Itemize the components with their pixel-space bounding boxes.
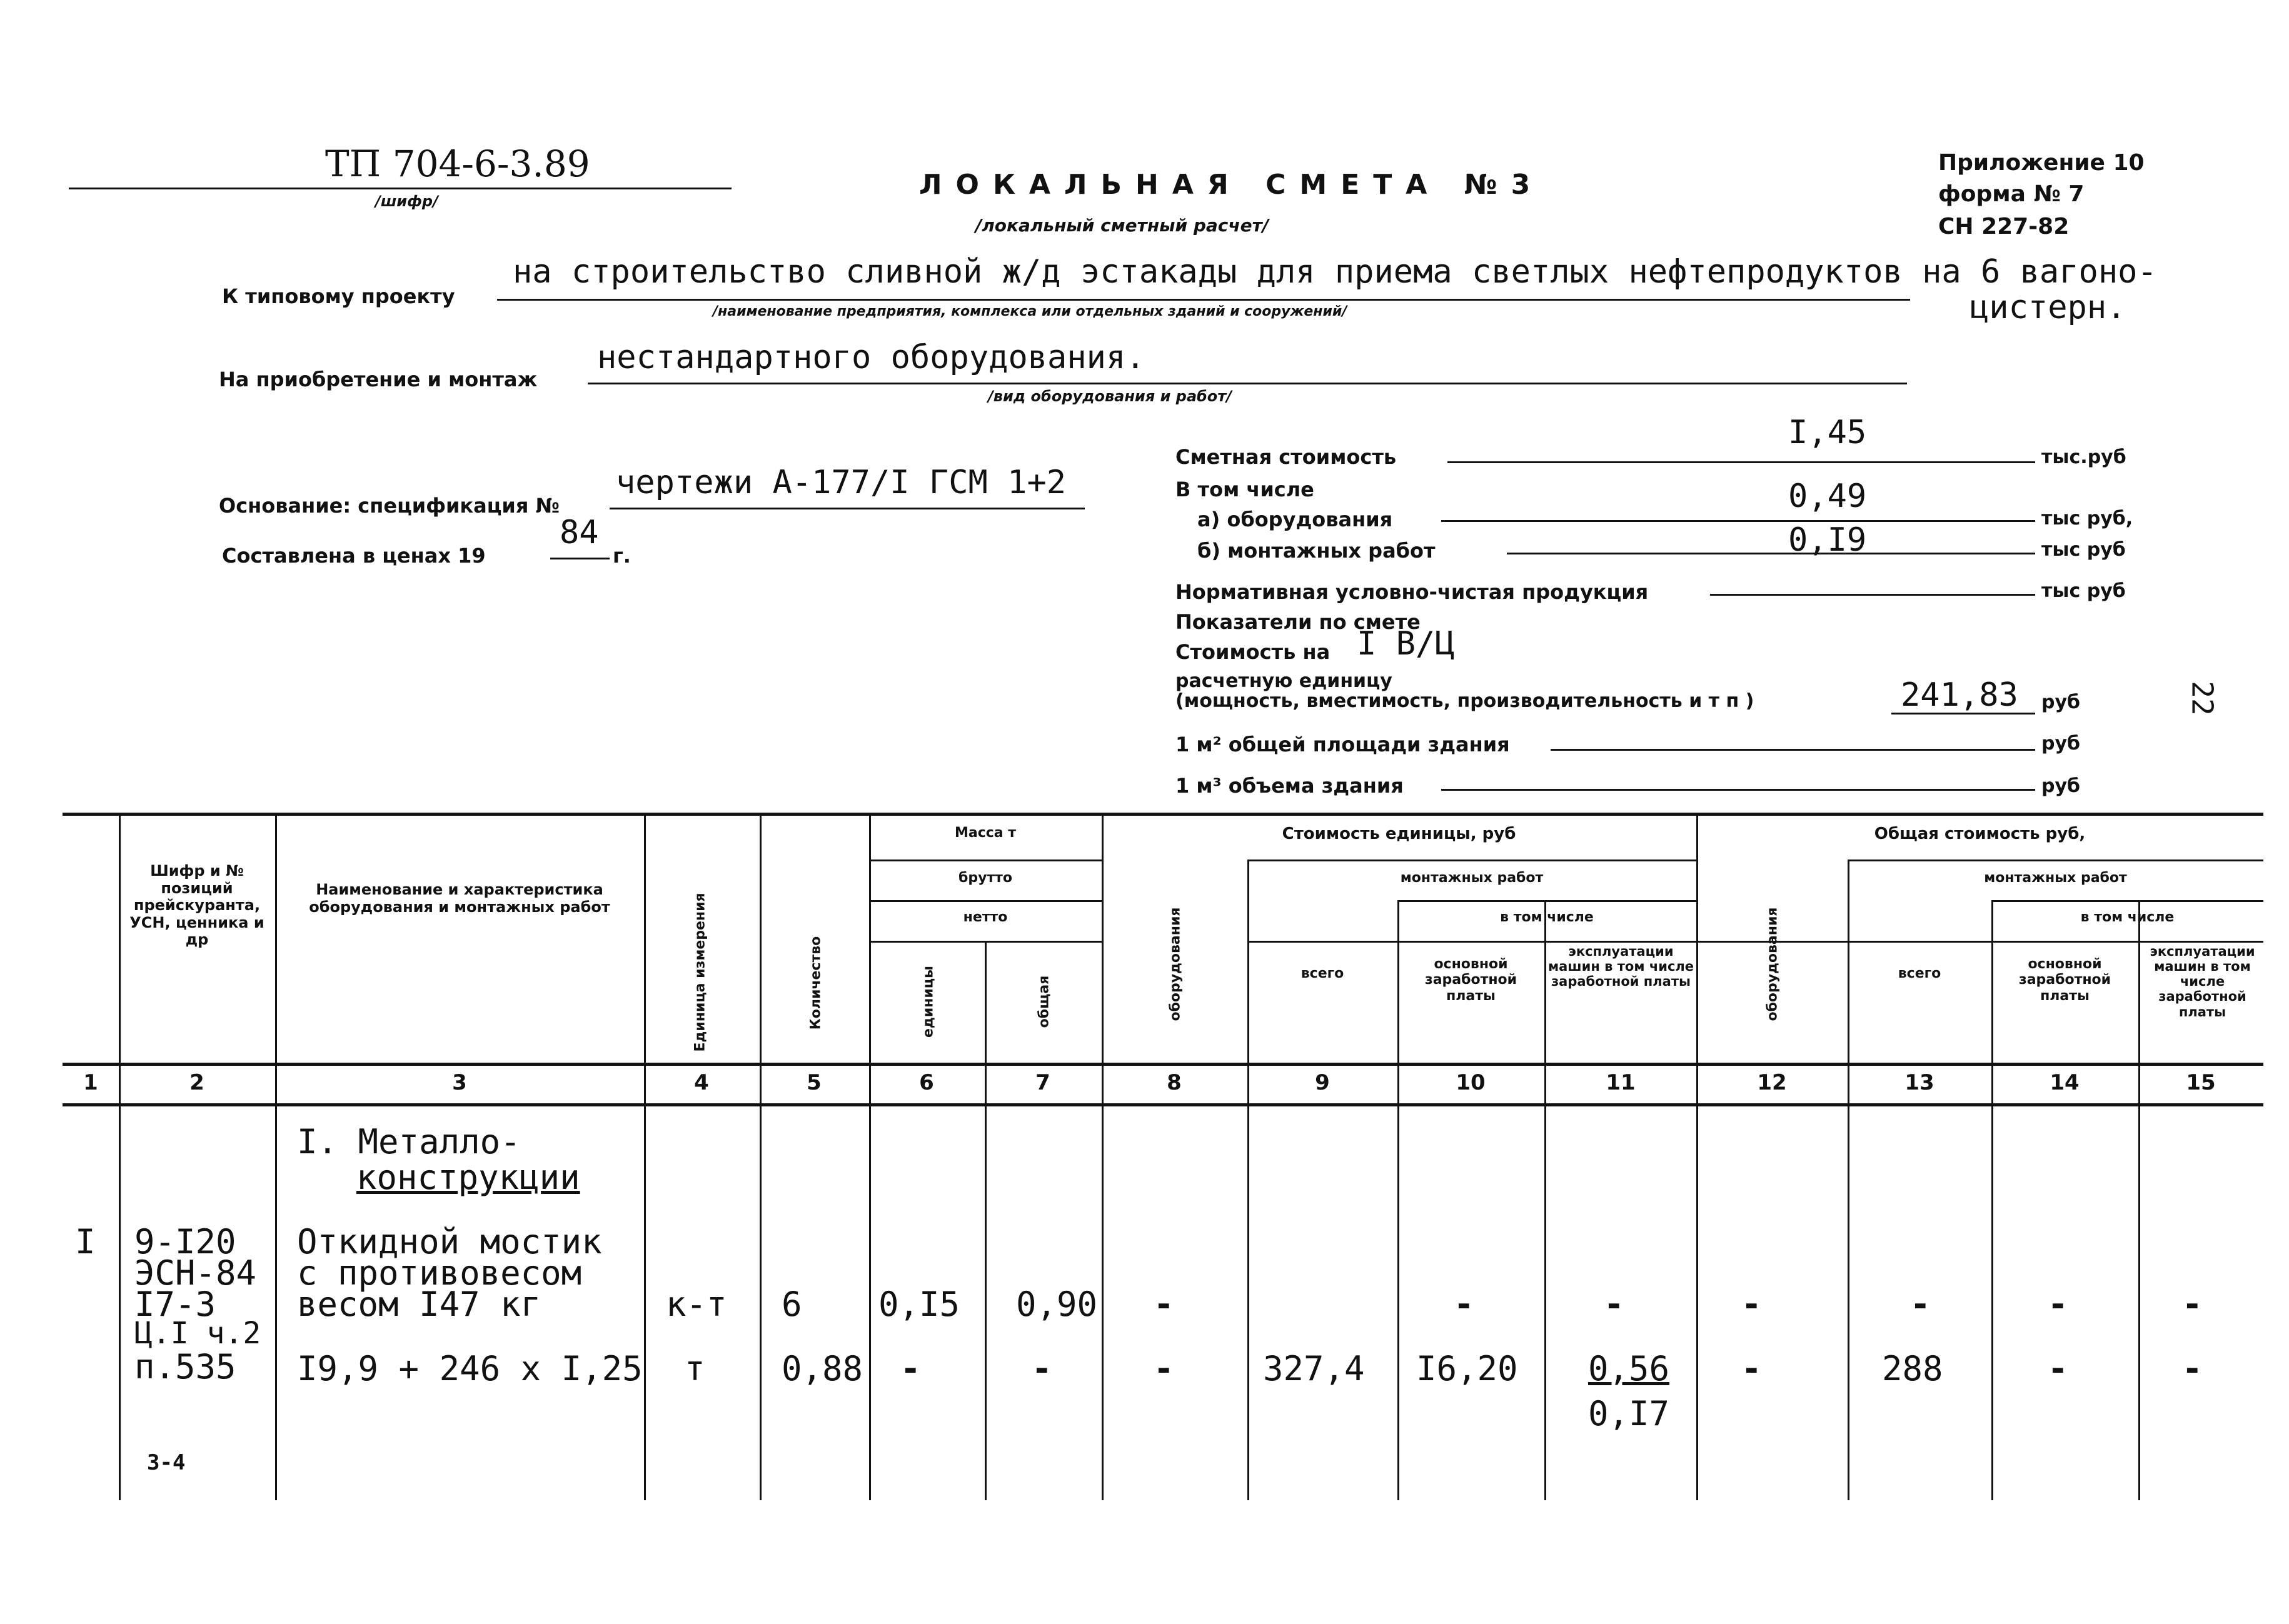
header-mass-total: общая <box>1036 975 1052 1028</box>
header-unit-mont: монтажных работ <box>1400 870 1544 886</box>
code-underline <box>69 188 732 189</box>
col-border-7 <box>1102 813 1104 1500</box>
column-number-12: 12 <box>1757 1070 1787 1095</box>
col-border-4 <box>760 813 762 1500</box>
row-qty-2: 0,88 <box>782 1349 863 1388</box>
row-unit-2: т <box>685 1349 705 1388</box>
incl-label: В том числе <box>1175 478 1314 501</box>
header-mass: Масса т <box>954 825 1017 841</box>
header-unit-incl: в том числе <box>1500 910 1594 925</box>
row-c15-dash-1: - <box>2182 1285 2203 1324</box>
cost-label: Сметная стоимость <box>1175 445 1397 469</box>
header-unit-equipment: оборудования <box>1167 907 1184 1021</box>
header-mass-unit: единицы <box>920 966 937 1038</box>
volume-currency: руб <box>2041 775 2080 797</box>
prices-label: Составлена в ценах 19 <box>222 544 486 568</box>
row-c14-dash-1: - <box>2048 1285 2068 1324</box>
project-value: на строительство сливной ж/д эстакады для приема светлых нефтепродуктов на 6 вагоно- <box>513 253 2157 291</box>
area-label: 1 м² общей площади здания <box>1175 733 1510 756</box>
equip-underline <box>1441 520 2035 522</box>
header-name-characteristics: Наименование и характеристика оборудования и монтажных работ <box>309 881 610 916</box>
row-unit-wages: I6,20 <box>1416 1349 1518 1388</box>
col-border-8 <box>1247 860 1249 1500</box>
header-unit-machines: эксплуатации машин в том числе заработной платы <box>1547 944 1694 990</box>
row-formula: I9,9 + 246 х I,25 <box>297 1349 643 1388</box>
purpose-value: нестандартного оборудования. <box>597 339 1145 376</box>
header-line-total-mont <box>1848 860 2263 861</box>
document-code: ТП 704-6-3.89 <box>325 143 590 185</box>
col-border-10 <box>1544 900 1546 1500</box>
cost-unit: тыс.руб <box>2041 446 2126 468</box>
row-code-line-4: Ц.I ч.2 <box>134 1316 261 1351</box>
header-line-unit-incl <box>1397 900 1696 902</box>
cost-underline <box>1447 461 2035 463</box>
purpose-underline <box>588 383 1907 384</box>
row-c14-dash-2: - <box>2048 1349 2068 1388</box>
header-total-wages: основной заработной платы <box>2018 956 2111 1004</box>
row-mass-unit: 0,I5 <box>878 1285 960 1324</box>
column-number-8: 8 <box>1167 1070 1182 1095</box>
header-total-machines: эксплуатации машин в том числе заработной платы <box>2150 944 2255 1020</box>
mont-value: 0,I9 <box>1788 521 1867 559</box>
header-brutto: брутто <box>958 870 1013 886</box>
prices-year: 84 <box>560 514 599 551</box>
column-number-14: 14 <box>2050 1070 2080 1095</box>
row-code-note: 3-4 <box>147 1450 186 1475</box>
row-code-line-5: п.535 <box>134 1347 236 1386</box>
header-total-equipment: оборудования <box>1764 907 1781 1021</box>
header-line-brutto <box>869 860 1102 861</box>
code-caption: /шифр/ <box>375 193 438 210</box>
appendix-line-3: СН 227-82 <box>1938 214 2070 239</box>
calc-unit-underline <box>1891 713 2035 714</box>
row-unit-machines-wages: 0,I7 <box>1588 1394 1670 1433</box>
column-number-5: 5 <box>807 1070 822 1095</box>
column-number-10: 10 <box>1456 1070 1486 1095</box>
column-number-4: 4 <box>694 1070 709 1095</box>
mont-label: б) монтажных работ <box>1197 539 1436 563</box>
header-quantity: Количество <box>808 936 824 1030</box>
equip-value: 0,49 <box>1788 478 1867 515</box>
col-border-14 <box>2138 900 2140 1500</box>
header-total-incl: в том числе <box>2080 910 2175 925</box>
row-c11-dash-1: - <box>1604 1285 1624 1324</box>
row-c12-dash-1: - <box>1741 1285 1762 1324</box>
section-title: I. Металло- <box>297 1122 521 1161</box>
col-border-2 <box>275 813 277 1500</box>
unitcost-unit-value: I В/Ц <box>1357 625 1455 663</box>
project-label: К типовому проекту <box>222 284 455 308</box>
header-unit: Единица измерения <box>692 893 708 1052</box>
column-number-6: 6 <box>919 1070 934 1095</box>
row-c6-dash-2: - <box>900 1349 921 1388</box>
document-title: ЛОКАЛЬНАЯ СМЕТА №3 <box>919 169 1544 201</box>
row-name-line-2: с противовесом <box>297 1253 582 1293</box>
row-c10-dash-1: - <box>1454 1285 1474 1324</box>
col-border-12 <box>1848 860 1849 1500</box>
col-border-6 <box>985 941 987 1500</box>
row-code-line-1: 9-I20 <box>134 1222 236 1261</box>
area-currency: руб <box>2041 733 2080 754</box>
row-c13-dash-1: - <box>1910 1285 1931 1324</box>
col-border-3 <box>644 813 646 1500</box>
column-number-9: 9 <box>1315 1070 1330 1095</box>
header-line-netto <box>869 900 1102 902</box>
col-border-9 <box>1397 900 1399 1500</box>
row-unit-machines: 0,56 <box>1588 1349 1670 1388</box>
project-value-continued: цистерн. <box>1970 289 2126 326</box>
mont-underline <box>1507 553 2035 554</box>
row-name-line-1: Откидной мостик <box>297 1222 602 1261</box>
cost-value: I,45 <box>1788 414 1867 451</box>
norm-underline <box>1710 594 2035 596</box>
norm-unit: тыс руб <box>2041 580 2126 602</box>
row-unit-mont-total: 327,4 <box>1263 1349 1365 1388</box>
column-number-1: 1 <box>83 1070 98 1095</box>
calc-unit-label: расчетную единицу <box>1175 670 1392 692</box>
document-subtitle: /локальный сметный расчет/ <box>975 215 1269 236</box>
column-number-7: 7 <box>1035 1070 1050 1095</box>
header-bottom-line <box>63 1063 2263 1066</box>
header-code-position: Шифр и № позиций прейскуранта, УСН, ценника и др <box>129 862 264 949</box>
column-number-11: 11 <box>1606 1070 1636 1095</box>
header-line-total-incl <box>1991 900 2263 902</box>
equip-label: а) оборудования <box>1197 508 1393 531</box>
column-number-13: 13 <box>1904 1070 1934 1095</box>
row-code-line-2: ЭСН-84 <box>134 1253 257 1293</box>
header-total-sum: всего <box>1898 966 1941 981</box>
col-border-13 <box>1991 900 1993 1500</box>
row-c12-dash-2: - <box>1741 1349 1762 1388</box>
basis-label: Основание: спецификация № <box>219 494 560 518</box>
row-code-line-3: I7-3 <box>134 1285 216 1324</box>
column-number-3: 3 <box>452 1070 467 1095</box>
row-c15-dash-2: - <box>2182 1349 2203 1388</box>
row-c8-dash-2: - <box>1154 1349 1174 1388</box>
header-total-cost: Общая стоимость руб, <box>1874 825 2086 843</box>
calc-unit-value: 241,83 <box>1901 676 2018 714</box>
row-mass-total: 0,90 <box>1016 1285 1098 1324</box>
purpose-label: На приобретение и монтаж <box>219 368 538 391</box>
header-unit-wages: основной заработной платы <box>1424 956 1517 1004</box>
basis-value: чертежи А-177/I ГСМ 1+2 <box>616 464 1067 501</box>
row-unit-1: к-т <box>666 1285 727 1324</box>
row-qty-1: 6 <box>782 1285 802 1324</box>
row-number: I <box>75 1222 96 1261</box>
header-total-mont: монтажных работ <box>1984 870 2127 886</box>
prices-label-suffix: г. <box>613 544 631 568</box>
calc-unit-currency: руб <box>2041 691 2080 713</box>
col-border-1 <box>119 813 121 1500</box>
purpose-caption: /вид оборудования и работ/ <box>988 388 1232 405</box>
project-caption: /наименование предприятия, комплекса или отдельных зданий и сооружений/ <box>713 304 1347 319</box>
colnum-bottom-line <box>63 1103 2263 1106</box>
basis-underline <box>610 508 1085 509</box>
margin-page-number: 22 <box>2185 681 2220 716</box>
equip-unit: тыс руб, <box>2041 508 2133 529</box>
header-unit-cost: Стоимость единицы, руб <box>1282 825 1516 843</box>
unitcost-label: Стоимость на <box>1175 640 1331 664</box>
volume-underline <box>1441 789 2035 791</box>
row-name-line-3: весом I47 кг <box>297 1285 541 1324</box>
section-title-continued: конструкции <box>356 1158 580 1197</box>
mont-unit: тыс руб <box>2041 539 2126 561</box>
column-number-2: 2 <box>189 1070 204 1095</box>
column-number-15: 15 <box>2186 1070 2216 1095</box>
project-underline <box>497 299 1910 301</box>
table-top-border <box>63 813 2263 816</box>
indicators-label: Показатели по смете <box>1175 610 1421 634</box>
header-netto: нетто <box>963 910 1008 925</box>
appendix-line-2: форма № 7 <box>1938 181 2085 207</box>
area-underline <box>1551 749 2035 751</box>
volume-label: 1 м³ объема здания <box>1175 774 1404 798</box>
prices-year-underline <box>550 558 610 559</box>
row-c8-dash-1: - <box>1154 1285 1174 1324</box>
header-line-unit-mont <box>1247 860 1696 861</box>
row-c7-dash-2: - <box>1032 1349 1052 1388</box>
norm-label: Нормативная условно-чистая продукция <box>1175 580 1649 604</box>
col-border-11 <box>1696 813 1698 1500</box>
header-unit-total: всего <box>1300 966 1344 981</box>
row-total-mont: 288 <box>1882 1349 1943 1388</box>
calc-unit-desc: (мощность, вместимость, производительность и т п ) <box>1175 690 1754 712</box>
appendix-line-1: Приложение 10 <box>1938 150 2145 176</box>
header-line-unit-sub <box>1247 941 2263 943</box>
